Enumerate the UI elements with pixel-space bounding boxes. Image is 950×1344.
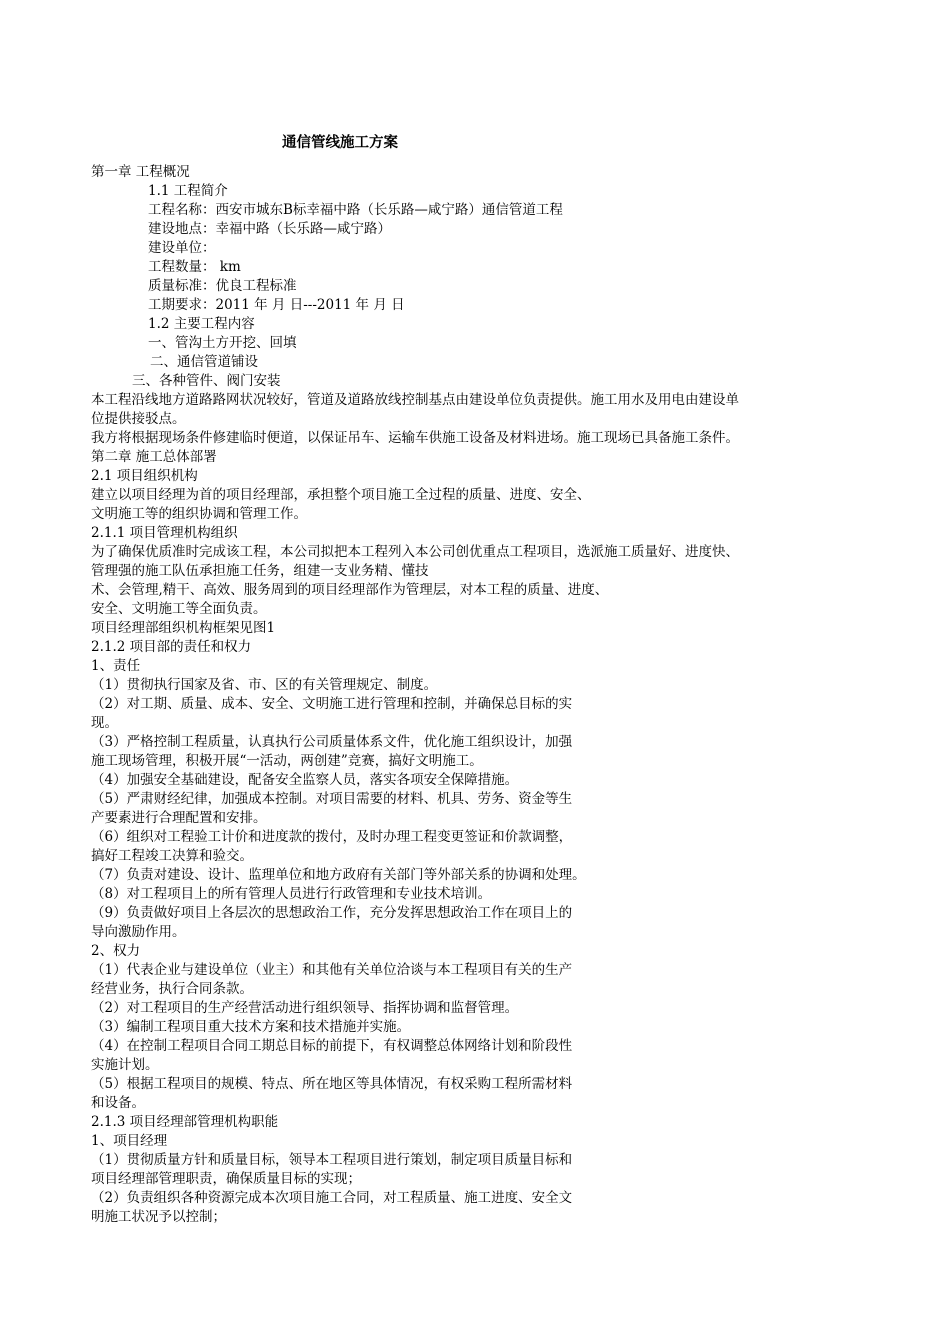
text-line: （6）组织对工程验工计价和进度款的拨付，及时办理工程变更签证和价款调整， (91, 829, 573, 845)
text-line: 导向激励作用。 (91, 924, 186, 940)
text-line: 2.1.1 项目管理机构组织 (91, 525, 238, 541)
text-line: 工程数量： km (148, 259, 241, 275)
text-line: 搞好工程竣工决算和验交。 (91, 848, 253, 864)
text-line: 三、各种管件、阀门安装 (132, 373, 281, 389)
text-line: （1）贯彻质量方针和质量目标，领导本工程项目进行策划，制定项目质量目标和 (91, 1152, 573, 1168)
text-line: （3）严格控制工程质量，认真执行公司质量体系文件，优化施工组织设计，加强 (91, 734, 573, 750)
text-line: （9）负责做好项目上各层次的思想政治工作，充分发挥思想政治工作在项目上的 (91, 905, 573, 921)
text-line: 一、管沟土方开挖、回填 (148, 335, 297, 351)
text-line: （4）加强安全基础建设，配备安全监察人员，落实各项安全保障措施。 (91, 772, 519, 788)
text-line: （5）严肃财经纪律，加强成本控制。对项目需要的材料、机具、劳务、资金等生 (91, 791, 573, 807)
text-line: （3）编制工程项目重大技术方案和技术措施并实施。 (91, 1019, 411, 1035)
text-line: 安全、文明施工等全面负责。 (91, 601, 267, 617)
text-line: （7）负责对建设、设计、监理单位和地方政府有关部门等外部关系的协调和处理。 (91, 867, 586, 883)
document-body (91, 163, 881, 1227)
text-line: 本工程沿线地方道路路网状况较好，管道及道路放线控制基点由建设单位负责提供。施工用水及用电由建设单 (91, 392, 739, 408)
text-line: 1、项目经理 (91, 1133, 168, 1149)
text-line: 1、责任 (91, 658, 141, 674)
text-line: 建设地点：幸福中路（长乐路—咸宁路） (148, 221, 391, 237)
text-line: 和设备。 (91, 1095, 145, 1111)
text-line: （5）根据工程项目的规模、特点、所在地区等具体情况，有权采购工程所需材料 (91, 1076, 573, 1092)
text-line: 现。 (91, 715, 118, 731)
document-title: 通信管线施工方案 (282, 135, 398, 151)
text-line: （4）在控制工程项目合同工期总目标的前提下，有权调整总体网络计划和阶段性 (91, 1038, 573, 1054)
text-line: 2.1.3 项目经理部管理机构职能 (91, 1114, 279, 1130)
text-line: 建设单位： (148, 240, 216, 256)
text-line: 建立以项目经理为首的项目经理部，承担整个项目施工全过程的质量、进度、安全、 (91, 487, 591, 503)
text-line: 文明施工等的组织协调和管理工作。 (91, 506, 307, 522)
text-line: （1）代表企业与建设单位（业主）和其他有关单位洽谈与本工程项目有关的生产 (91, 962, 573, 978)
text-line: 第一章 工程概况 (91, 164, 190, 180)
text-line: 位提供接驳点。 (91, 411, 186, 427)
text-line: 明施工状况予以控制； (91, 1209, 226, 1225)
text-line: 2、权力 (91, 943, 141, 959)
text-line: 产要素进行合理配置和安排。 (91, 810, 267, 826)
text-line: 项目经理部管理职责，确保质量目标的实现； (91, 1171, 361, 1187)
text-line: 质量标准：优良工程标准 (148, 278, 297, 294)
text-line: （1）贯彻执行国家及省、市、区的有关管理规定、制度。 (91, 677, 438, 693)
text-line: 经营业务，执行合同条款。 (91, 981, 253, 997)
text-line: （2）对工程项目的生产经营活动进行组织领导、指挥协调和监督管理。 (91, 1000, 519, 1016)
text-line: 工程名称：西安市城东B标幸福中路（长乐路—咸宁路）通信管道工程 (148, 202, 563, 218)
text-line: 我方将根据现场条件修建临时便道，以保证吊车、运输车供施工设备及材料进场。施工现场已具备施工条件。 (91, 430, 739, 446)
text-line: 工期要求：2011 年 月 日---2011 年 月 日 (148, 297, 405, 313)
text-line: （2）负责组织各种资源完成本次项目施工合同，对工程质量、施工进度、安全文 (91, 1190, 573, 1206)
text-line: 二、通信管道铺设 (150, 354, 258, 370)
text-line: 为了确保优质准时完成该工程，本公司拟把本工程列入本公司创优重点工程项目，选派施工质量好、进度快、 (91, 544, 739, 560)
text-line: 2.1 项目组织机构 (91, 468, 198, 484)
text-line: 管理强的施工队伍承担施工任务，组建一支业务精、懂技 (91, 563, 429, 579)
text-line: 项目经理部组织机构框架见图1 (91, 620, 276, 636)
text-line: （8）对工程项目上的所有管理人员进行行政管理和专业技术培训。 (91, 886, 492, 902)
text-line: 第二章 施工总体部署 (91, 449, 217, 465)
text-line: 施工现场管理，积极开展“一活动，两创建”竞赛，搞好文明施工。 (91, 753, 483, 769)
text-line: 1.1 工程简介 (148, 183, 228, 199)
text-line: （2）对工期、质量、成本、安全、文明施工进行管理和控制，并确保总目标的实 (91, 696, 573, 712)
text-line: 实施计划。 (91, 1057, 159, 1073)
text-line: 术、会管理,精干、高效、服务周到的项目经理部作为管理层，对本工程的质量、进度、 (91, 582, 609, 598)
text-line: 1.2 主要工程内容 (148, 316, 255, 332)
text-line: 2.1.2 项目部的责任和权力 (91, 639, 252, 655)
